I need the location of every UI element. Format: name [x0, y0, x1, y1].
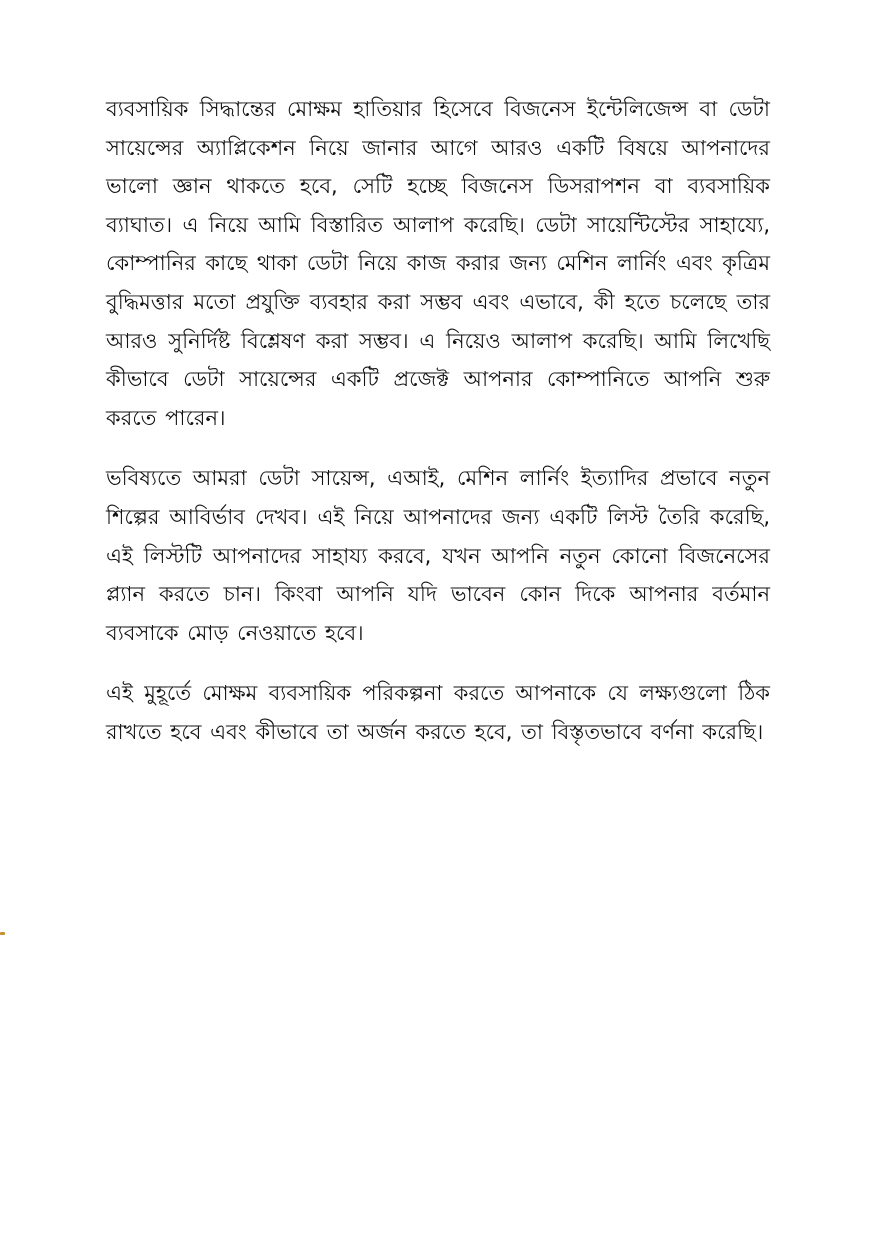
paragraph-3: এই মুহূর্তে মোক্ষম ব্যবসায়িক পরিকল্পনা করতে আপনাকে যে লক্ষ্যগুলো ঠিক রাখতে হবে এবং কীভাবে তা অর্জন করতে হবে, তা বিস্তৃতভাবে বর্ণনা করেছি।: [106, 681, 770, 744]
paragraph-1: ব্যবসায়িক সিদ্ধান্তের মোক্ষম হাতিয়ার হিসেবে বিজনেস ইন্টেলিজেন্স বা ডেটা সায়েন্সের অ্যাপ্লিকেশন নিয়ে জানার আগে আরও একটি বিষয়ে আপনাদের ভালো জ্ঞান থাকতে হবে, সেটি হচ্ছে বিজনেস ডিসরাপশন বা ব্যবসায়িক ব্যাঘাত। এ নিয়ে আমি বিস্তারিত আলাপ করেছি। ডেটা সায়েন্টিস্টের সাহায্যে, কোম্পানির কাছে থাকা ডেটা নিয়ে কাজ করার জন্য মেশিন লার্নিং এবং কৃত্রিম বুদ্ধিমত্তার মতো প্রযুক্তি ব্যবহার করা সম্ভব এবং এভাবে, কী হতে চলেছে তার আরও সুনির্দিষ্ট বিশ্লেষণ করা সম্ভব। এ নিয়েও আলাপ করেছি। আমি লিখেছি কীভাবে ডেটা সায়েন্সের একটি প্রজেক্ট আপনার কোম্পানিতে আপনি শুরু করতে পারেন।: [106, 97, 770, 430]
body-text: [106, 90, 770, 752]
scan-edge-mark: [0, 932, 5, 935]
paragraph-2: ভবিষ্যতে আমরা ডেটা সায়েন্স, এআই, মেশিন লার্নিং ইত্যাদির প্রভাবে নতুন শিল্পের আবির্ভাব দেখব। এই নিয়ে আপনাদের জন্য একটি লিস্ট তৈরি করেছি, এই লিস্টটি আপনাদের সাহায্য করবে, যখন আপনি নতুন কোনো বিজনেসের প্ল্যান করতে চান। কিংবা আপনি যদি ভাবেন কোন দিকে আপনার বর্তমান ব্যবসাকে মোড় নেওয়াতে হবে।: [106, 466, 770, 645]
